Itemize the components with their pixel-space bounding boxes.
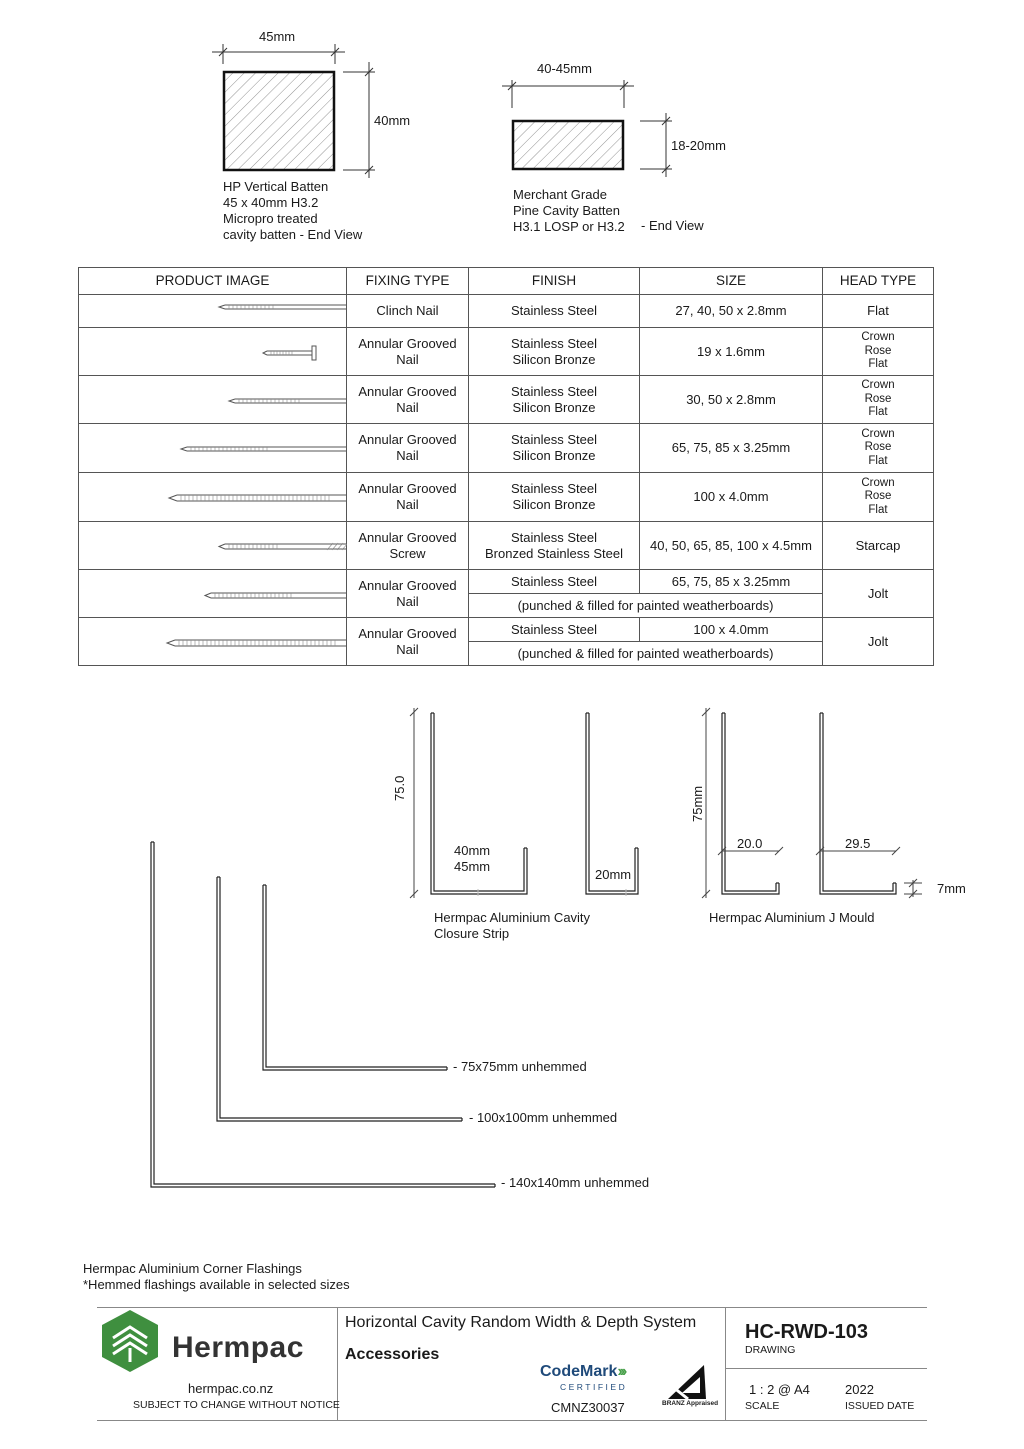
codemark-logo [540, 1363, 624, 1381]
finish [469, 376, 640, 424]
disclaimer: SUBJECT TO CHANGE WITHOUT NOTICE [133, 1399, 340, 1411]
codemark-certified: CERTIFIED [560, 1382, 628, 1392]
closure-strip-caption [434, 910, 590, 942]
caption-line: Micropro treated [223, 211, 318, 226]
product-image-cell [79, 473, 347, 522]
finish-line: Stainless Steel [511, 383, 597, 399]
finish-line: Stainless Steel [511, 529, 597, 545]
caption-line: Merchant Grade [513, 187, 607, 202]
head-type [823, 424, 934, 473]
hermpac-logo-icon [97, 1308, 163, 1374]
caption-line: 45 x 40mm H3.2 [223, 195, 319, 210]
fixing-type-line: Nail [396, 351, 419, 367]
width-label: 40mm [454, 843, 491, 858]
size: 30, 50 x 2.8mm [640, 376, 823, 424]
column-header: FINISH [469, 268, 640, 295]
head-type [823, 522, 934, 570]
column-header: SIZE [640, 268, 823, 295]
j-mould-profile-b [820, 713, 896, 894]
head-type-line: Crown [861, 427, 895, 440]
closure-strip-lip-label: 20mm [595, 867, 632, 882]
finish-line: Stainless Steel [511, 481, 597, 496]
merchant-batten-caption-suffix: - End View [641, 218, 704, 233]
codemark-chevrons-icon: ››› [617, 1363, 625, 1380]
branz-logo-text: BRANZ Appraised [662, 1400, 719, 1407]
drawing-number: HC-RWD-103 [745, 1321, 868, 1343]
fixing-type-line: Annular Grooved [358, 432, 457, 447]
fixings-table [78, 267, 934, 666]
caption-line: Closure Strip [434, 926, 510, 941]
head-type [823, 570, 934, 618]
hp-batten-height-label: 40mm [374, 113, 411, 128]
size: 100 x 4.0mm [640, 618, 823, 642]
caption-line: Pine Cavity Batten [513, 203, 620, 218]
head-type [823, 376, 934, 424]
head-type-line: Flat [868, 454, 888, 467]
table-row [79, 618, 934, 642]
caption-line: Hermpac Aluminium Corner Flashings [83, 1261, 302, 1276]
corner-flashing-75 [263, 885, 447, 1070]
hp-batten-caption [223, 179, 362, 243]
size: 27, 40, 50 x 2.8mm [640, 295, 823, 328]
table-header-row [79, 268, 934, 295]
table-row [79, 570, 934, 594]
fixing-type-line: Annular Grooved [358, 481, 457, 496]
size: 65, 75, 85 x 3.25mm [640, 570, 823, 594]
finish-line: Stainless Steel [511, 335, 597, 351]
j-mould-height-label: 75mm [690, 785, 705, 822]
j-mould-caption: Hermpac Aluminium J Mould [709, 910, 875, 925]
flashing-size-label: - 100x100mm unhemmed [469, 1110, 618, 1125]
fixing-type [347, 424, 469, 473]
merchant-batten-width-label: 40-45mm [537, 61, 592, 76]
product-image-cell [79, 618, 347, 666]
fixing-type [347, 570, 469, 618]
caption-line: Hermpac Aluminium Cavity [434, 910, 591, 925]
column-header: HEAD TYPE [823, 268, 934, 295]
table-row [79, 424, 934, 473]
website[interactable]: hermpac.co.nz [188, 1381, 274, 1396]
head-type-line: Crown [861, 331, 895, 344]
j-mould-width-label-a: 20.0 [737, 836, 763, 851]
finish-line: Silicon Bronze [512, 399, 596, 415]
hp-batten-section [212, 44, 375, 178]
codemark-logo-text: CodeMark [540, 1363, 618, 1380]
title-block-top-rule [97, 1307, 927, 1308]
hp-batten-width-label: 45mm [259, 29, 296, 44]
flashing-size-label: - 75x75mm unhemmed [453, 1059, 587, 1074]
fixing-type [347, 522, 469, 570]
scale-label: SCALE [745, 1400, 780, 1412]
table-row [79, 473, 934, 522]
fixing-type-line: Screw [389, 545, 426, 561]
fixing-type-line: Annular Grooved [358, 383, 457, 399]
head-type-line: Flat [868, 358, 888, 371]
branz-logo-icon [664, 1363, 712, 1401]
head-type [823, 295, 934, 328]
size: 100 x 4.0mm [640, 473, 823, 522]
title-block-divider [725, 1307, 726, 1421]
fixing-type [347, 618, 469, 666]
caption-line: HP Vertical Batten [223, 179, 329, 194]
head-type [823, 328, 934, 376]
finish [469, 618, 640, 642]
column-header: FIXING TYPE [347, 268, 469, 295]
j-mould-profile-a [722, 713, 779, 894]
product-image-cell [79, 376, 347, 424]
j-mould-lip-label: 7mm [937, 881, 966, 896]
head-type-line: Jolt [867, 585, 889, 601]
finish [469, 328, 640, 376]
fixing-type-line: Nail [396, 641, 419, 657]
finish-line: Stainless Steel [511, 303, 597, 318]
head-type-line: Rose [864, 392, 892, 405]
table-row [79, 328, 934, 376]
width-label: 45mm [454, 859, 491, 874]
flashing-size-label: - 140x140mm unhemmed [501, 1175, 650, 1190]
table-row [79, 295, 934, 328]
product-image-cell [79, 424, 347, 473]
corner-flashings-caption [83, 1261, 350, 1293]
finish-note: (punched & filled for painted weatherboards) [469, 642, 823, 666]
merchant-batten-section [502, 80, 672, 177]
fixing-type-line: Annular Grooved [358, 529, 457, 545]
finish [469, 473, 640, 522]
head-type [823, 473, 934, 522]
finish-line: Stainless Steel [511, 573, 597, 589]
fixing-type-line: Nail [396, 497, 419, 512]
codemark-number: CMNZ30037 [551, 1400, 625, 1415]
head-type-line: Rose [864, 490, 892, 503]
product-image-cell [79, 328, 347, 376]
annular-nail-long-image [79, 425, 347, 472]
fixing-type-line: Annular Grooved [358, 335, 457, 351]
batten-drawings [0, 0, 1024, 260]
closure-strip-width-labels [454, 843, 490, 875]
finish-line: Silicon Bronze [512, 497, 596, 512]
fixing-type-line: Nail [396, 399, 419, 415]
fixing-type [347, 295, 469, 328]
jolt-nail-long-image [79, 619, 347, 665]
head-type-line: Starcap [855, 537, 901, 553]
closure-strip-height-label: 75.0 [392, 775, 407, 801]
head-type-line: Flat [867, 303, 889, 318]
fixing-type-line: Nail [396, 448, 419, 463]
finish-line: Stainless Steel [511, 621, 597, 637]
annular-nail-small-image [79, 329, 347, 375]
finish-line: Silicon Bronze [512, 351, 596, 367]
table-row [79, 522, 934, 570]
head-type-line: Rose [864, 441, 892, 454]
head-type [823, 618, 934, 666]
head-type-line: Crown [861, 476, 895, 489]
product-image-cell [79, 522, 347, 570]
caption-line: *Hemmed flashings available in selected sizes [83, 1277, 350, 1292]
caption-line: H3.1 LOSP or H3.2 [513, 219, 625, 234]
fixing-type-line: Nail [396, 593, 419, 609]
finish [469, 570, 640, 594]
system-title: Horizontal Cavity Random Width & Depth System [345, 1314, 697, 1331]
issued-date-value: 2022 [845, 1382, 874, 1397]
finish-note: (punched & filled for painted weatherboards) [469, 594, 823, 618]
title-block-bottom-rule [97, 1420, 927, 1421]
scale-value: 1 : 2 @ A4 [749, 1382, 810, 1397]
corner-flashing-100 [217, 877, 462, 1121]
size: 65, 75, 85 x 3.25mm [640, 424, 823, 473]
corner-flashing-140 [151, 842, 495, 1187]
head-type-line: Rose [864, 344, 892, 357]
head-type-line: Crown [861, 379, 895, 392]
head-type-line: Flat [868, 406, 888, 419]
head-type-line: Jolt [867, 633, 889, 649]
merchant-batten-caption [513, 187, 625, 235]
finish-line: Bronzed Stainless Steel [484, 545, 624, 561]
finish [469, 424, 640, 473]
product-image-cell [79, 570, 347, 618]
product-image-cell [79, 295, 347, 328]
fixing-type-line: Annular Grooved [358, 577, 457, 593]
table-row [79, 376, 934, 424]
fixing-type-line: Annular Grooved [358, 625, 457, 641]
fixing-type [347, 328, 469, 376]
fixing-type-line: Clinch Nail [376, 303, 439, 318]
issued-date-label: ISSUED DATE [845, 1400, 915, 1412]
merchant-batten-height-label: 18-20mm [671, 138, 726, 153]
hermpac-logo-text: Hermpac [172, 1331, 304, 1364]
annular-nail-medium-image [79, 377, 347, 423]
finish-line: Stainless Steel [511, 432, 597, 447]
head-type-line: Flat [868, 503, 888, 516]
jolt-nail-image [79, 571, 347, 617]
finish-line: Silicon Bronze [512, 448, 596, 463]
size: 19 x 1.6mm [640, 328, 823, 376]
sheet-title: Accessories [345, 1346, 440, 1363]
column-header: PRODUCT IMAGE [79, 268, 347, 295]
finish [469, 295, 640, 328]
fixing-type [347, 376, 469, 424]
finish [469, 522, 640, 570]
size: 40, 50, 65, 85, 100 x 4.5mm [640, 522, 823, 570]
j-mould-width-label-b: 29.5 [845, 836, 871, 851]
fixing-type [347, 473, 469, 522]
caption-line: cavity batten - End View [223, 227, 363, 242]
drawing-label: DRAWING [745, 1344, 796, 1356]
clinch-nail-image [79, 296, 347, 327]
annular-nail-xlong-image [79, 474, 347, 521]
annular-screw-image [79, 523, 347, 569]
title-block-divider [725, 1368, 927, 1369]
